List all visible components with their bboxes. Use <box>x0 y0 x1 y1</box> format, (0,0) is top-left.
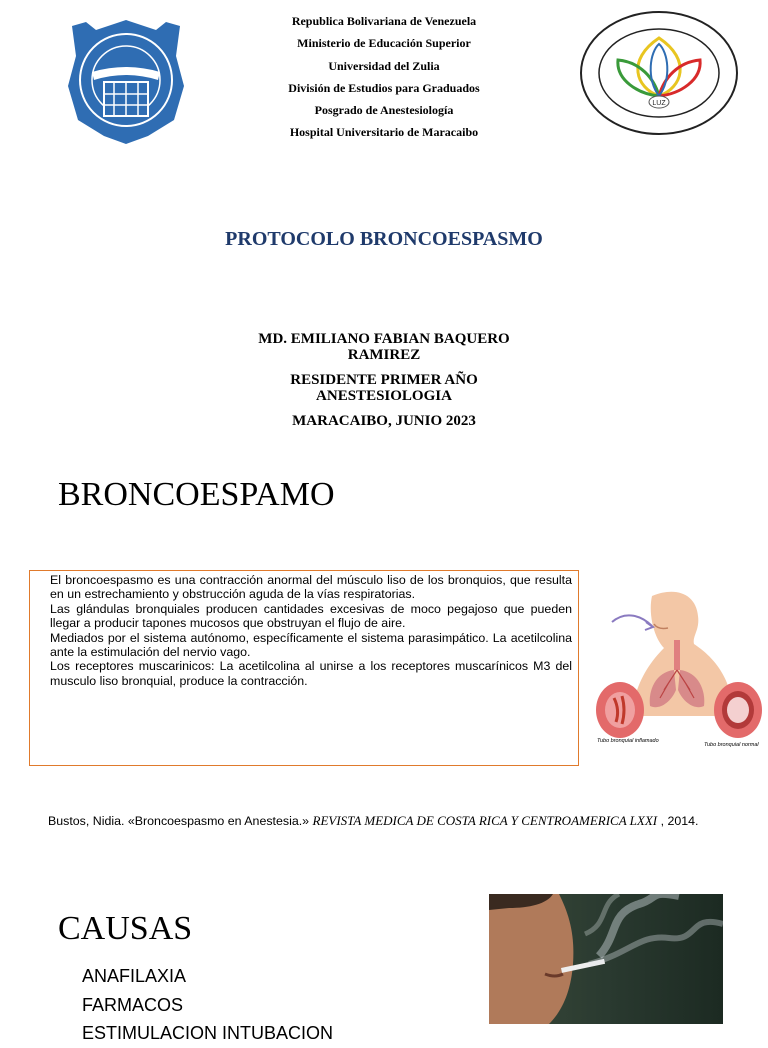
author-place-date: MARACAIBO, JUNIO 2023 <box>292 413 476 429</box>
header-line: Ministerio de Educación Superior <box>297 36 471 51</box>
citation <box>48 811 708 831</box>
header-line: División de Estudios para Graduados <box>288 80 480 95</box>
cause-item: FARMACOS <box>82 994 184 1015</box>
posgrado-anestesiologia-logo <box>576 8 742 138</box>
header-line: Hospital Universitario de Maracaibo <box>289 125 479 140</box>
author-role-line1: RESIDENTE PRIMER AÑO <box>290 372 478 388</box>
definition-paragraph: El broncoespasmo es una contracción anormal del músculo liso de los bronquios, que resulta en un estrechamiento y obstrucción aguda de la vías respiratorias. <box>50 573 572 602</box>
header-line: Universidad del Zulia <box>328 58 440 73</box>
svg-text:LUZ: LUZ <box>652 100 666 107</box>
citation-journal: REVISTA MEDICA DE COSTA RICA Y CENTROAMERICA LXXI <box>312 813 658 828</box>
figure-caption-normal: Tubo bronquial normal <box>704 742 759 748</box>
author-name-line2: RAMIREZ <box>347 347 421 363</box>
university-seal-logo <box>66 16 186 146</box>
header-line: Posgrado de Anestesiología <box>314 103 454 118</box>
cause-item: ANAFILAXIA <box>82 966 187 986</box>
figure-caption-inflamed: Tubo bronquial inflamado <box>597 738 659 744</box>
definition-paragraph: Las glándulas bronquiales producen cantidades excesivas de moco pegajoso que pueden llegar a producir tapones mucosos que obstruyan el flujo de aire. <box>50 601 572 631</box>
citation-prefix: Bustos, Nidia. «Broncoespasmo en Anestesia.» <box>48 814 313 828</box>
author-role-line2: ANESTESIOLOGIA <box>316 388 452 404</box>
document-title: PROTOCOLO BRONCOESPASMO <box>225 228 543 250</box>
bronchospasm-lung-illustration <box>592 586 764 752</box>
citation-suffix: , 2014. <box>657 814 699 828</box>
cause-item: ESTIMULACION INTUBACION <box>82 1023 334 1043</box>
section-title-causas: CAUSAS <box>58 910 193 947</box>
institution-header <box>234 10 534 144</box>
definition-paragraph: Los receptores muscarinicos: La acetilcolina al unirse a los receptores muscarínicos M3 del musculo liso bronquial, produce la contracción. <box>50 659 572 688</box>
smoking-person-photo <box>489 894 723 1024</box>
causes-list <box>82 962 333 1048</box>
section-title-broncoespasmo: BRONCOESPAMO <box>58 476 335 513</box>
header-line: Republica Bolivariana de Venezuela <box>291 14 477 28</box>
definition-paragraph: Mediados por el sistema autónomo, específicamente el sistema parasimpático. La acetilcolina ante la estimulación del nervio vago. <box>50 630 572 660</box>
author-block <box>234 331 534 429</box>
definition-text-box <box>29 570 579 766</box>
author-name-line1: MD. EMILIANO FABIAN BAQUERO <box>258 331 510 347</box>
